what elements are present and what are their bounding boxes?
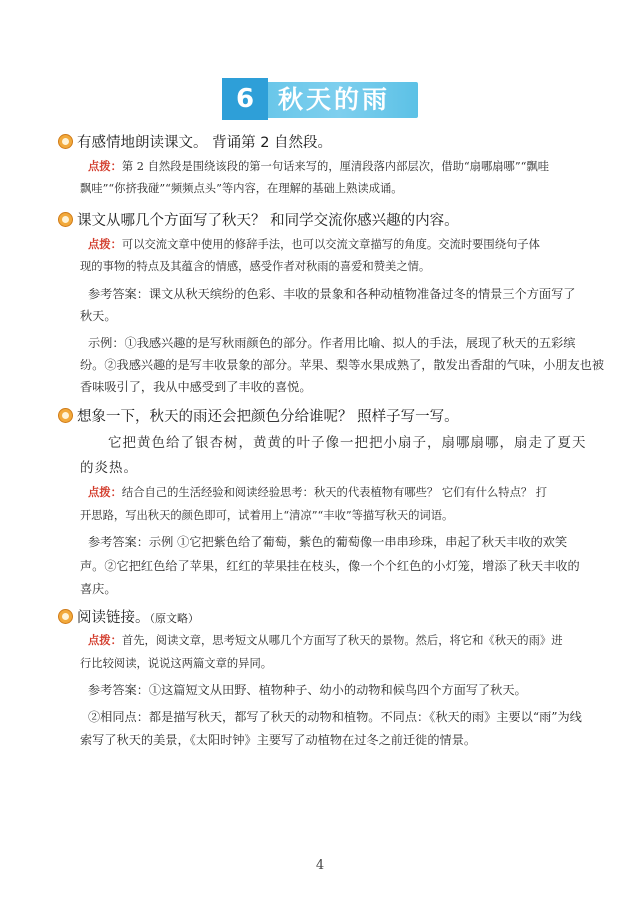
answer-3-line-3: 喜庆。 bbox=[80, 582, 117, 596]
hint-label: 点拨： bbox=[88, 159, 122, 173]
lesson-title bbox=[222, 78, 418, 120]
answer-4-line-2: ②相同点：都是描写秋天，都写了秋天的动物和植物。不同点：《秋天的雨》主要以“雨”为线 bbox=[88, 710, 582, 724]
question-4 bbox=[58, 606, 199, 627]
answer-4-line-3: 索写了秋天的美景，《太阳时钟》主要写了动植物在过冬之前迁徙的情景。 bbox=[80, 733, 477, 747]
answer-2-line-5: 香味吸引了，我从中感受到了丰收的喜悦。 bbox=[80, 380, 312, 394]
question-bullet-icon bbox=[58, 134, 73, 149]
question-1 bbox=[58, 131, 332, 152]
hint-3-line-1 bbox=[88, 484, 547, 500]
answer-2-line-1: 参考答案：课文从秋天缤纷的色彩、丰收的景象和各种动植物准备过冬的情景三个方面写了 bbox=[88, 287, 576, 301]
answer-2-line-2: 秋天。 bbox=[80, 309, 117, 323]
answer-3-line-2: 声。②它把红色给了苹果，红红的苹果挂在枝头，像一个个红色的小灯笼，增添了秋天丰收的 bbox=[80, 559, 580, 573]
hint-3-line-2: 开思路，写出秋天的颜色即可，试着用上“清凉”“丰收”等描写秋天的词语。 bbox=[80, 509, 454, 522]
page-number: 4 bbox=[315, 858, 325, 873]
hint-label: 点拨： bbox=[88, 485, 122, 499]
hint-2-line-1 bbox=[88, 236, 540, 252]
question-2 bbox=[58, 209, 459, 230]
question-2-text: 课文从哪几个方面写了秋天？ 和同学交流你感兴趣的内容。 bbox=[77, 213, 459, 229]
hint-text: 可以交流文章中使用的修辞手法，也可以交流文章描写的角度。交流时要围绕句子体 bbox=[121, 238, 540, 251]
example-line-2: 的炎热。 bbox=[80, 460, 138, 476]
answer-2-line-3: 示例：①我感兴趣的是写秋雨颜色的部分。作者用比喻、拟人的手法，展现了秋天的五彩缤 bbox=[88, 336, 576, 350]
question-4-text: 阅读链接。 bbox=[77, 610, 150, 626]
question-3 bbox=[58, 405, 459, 426]
question-1-text: 有感情地朗读课文。 背诵第 2 自然段。 bbox=[77, 135, 333, 151]
hint-4-line-2: 行比较阅读，说说这两篇文章的异同。 bbox=[80, 657, 273, 670]
hint-label: 点拨： bbox=[88, 633, 122, 647]
hint-text: 第 2 自然段是围绕该段的第一句话来写的，厘清段落内部层次，借助“扇哪扇哪”“飘哇 bbox=[121, 160, 549, 173]
hint-label: 点拨： bbox=[88, 237, 122, 251]
hint-text: 结合自己的生活经验和阅读经验思考：秋天的代表植物有哪些？ 它们有什么特点？ 打 bbox=[121, 486, 548, 499]
answer-3-line-1: 参考答案：示例 ①它把紫色给了葡萄，紫色的葡萄像一串串珍珠，串起了秋天丰收的欢笑 bbox=[88, 535, 568, 549]
example-line-1: 它把黄色给了银杏树，黄黄的叶子像一把把小扇子，扇哪扇哪，扇走了夏天 bbox=[108, 435, 587, 451]
hint-4-line-1 bbox=[88, 632, 563, 648]
hint-2-line-2: 现的事物的特点及其蕴含的情感，感受作者对秋雨的喜爱和赞美之情。 bbox=[80, 260, 431, 273]
question-4-note: （原文略） bbox=[149, 612, 199, 625]
hint-1-line-1 bbox=[88, 158, 549, 174]
lesson-title-text: 秋天的雨 bbox=[278, 85, 391, 114]
question-3-text: 想象一下，秋天的雨还会把颜色分给谁呢？ 照样子写一写。 bbox=[77, 409, 459, 425]
answer-4-line-1: 参考答案：①这篇短文从田野、植物种子、幼小的动物和候鸟四个方面写了秋天。 bbox=[88, 683, 527, 697]
hint-1-line-2: 飘哇”“你挤我碰”“频频点头”等内容，在理解的基础上熟读成诵。 bbox=[80, 182, 403, 195]
question-bullet-icon bbox=[58, 212, 73, 227]
answer-2-line-4: 纷。②我感兴趣的是写丰收景象的部分。苹果、梨等水果成熟了，散发出香甜的气味，小朋友也被 bbox=[80, 358, 605, 372]
question-bullet-icon bbox=[58, 408, 73, 423]
question-bullet-icon bbox=[58, 609, 73, 624]
lesson-number: 6 bbox=[222, 78, 268, 120]
hint-text: 首先，阅读文章，思考短文从哪几个方面写了秋天的景物。然后，将它和《秋天的雨》进 bbox=[121, 634, 563, 647]
